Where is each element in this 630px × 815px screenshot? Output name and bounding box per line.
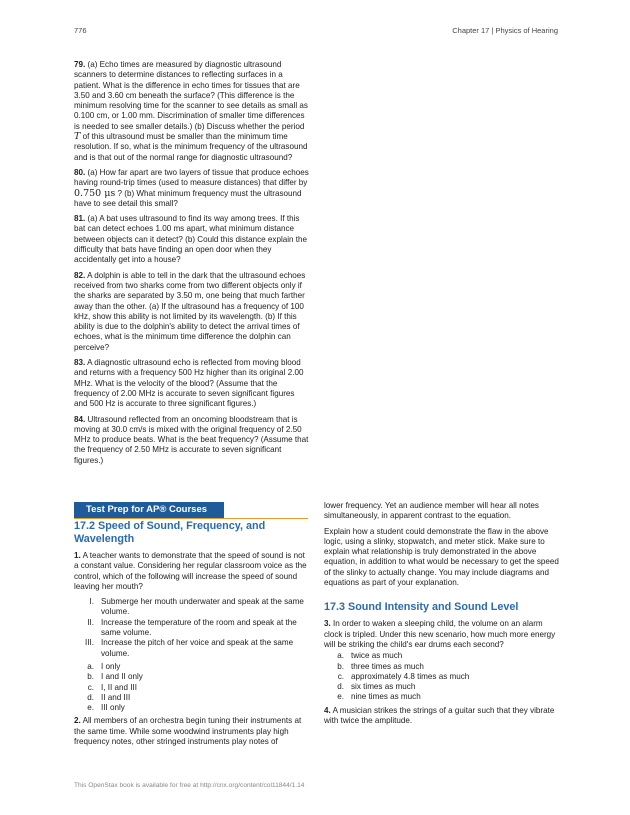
problem-number: 84. [74, 414, 86, 424]
list-item [74, 597, 309, 618]
math-period-symbol: T [74, 131, 81, 143]
list-item [74, 693, 309, 703]
problem-84 [74, 415, 309, 466]
list-item [324, 662, 560, 672]
option-marker: d. [337, 682, 344, 692]
running-head: Chapter 17 | Physics of Hearing [452, 26, 558, 35]
problem-text: ? (b) What minimum frequency must the ultrasound have to see detail this small? [74, 188, 302, 208]
question-2 [74, 716, 309, 747]
list-marker: I. [89, 597, 94, 607]
list-text: Submerge her mouth underwater and speak at the same volume. [101, 597, 304, 617]
problem-80 [74, 168, 309, 209]
problem-number: 79. [74, 60, 86, 69]
option-marker: e. [87, 703, 94, 713]
problem-number: 82. [74, 270, 86, 280]
footer-note: This OpenStax book is available for free at http://cnx.org/content/col11844/1.14 [74, 782, 305, 789]
problem-text: (a) How far apart are two layers of tissue that produce echoes having round-trip times (used to measure distances) that differ by [74, 167, 309, 188]
answer-options [74, 662, 309, 713]
question-number: 2. [74, 716, 81, 726]
option-marker: c. [337, 671, 344, 681]
question-3 [324, 619, 560, 650]
option-text: six times as much [351, 682, 416, 692]
option-text: II and III [101, 692, 131, 702]
question-text: In order to waken a sleeping child, the volume on an alarm clock is tripled. Under this new scenario, how much more energy will be striking the child's ear drums each second? [324, 619, 556, 649]
list-item [74, 683, 309, 693]
option-text: I only [101, 661, 121, 671]
left-column [74, 520, 309, 752]
question-number: 1. [74, 551, 81, 560]
section-heading-17-3: 17.3 Sound Intensity and Sound Level [324, 601, 519, 614]
problem-text: (a) A bat uses ultrasound to find its way among trees. If this bat can detect echoes 1.00 ms apart, what minimum distance between objects can it detect? (b) Could this distance explain the difficulty that bats have finding an open door when they accidentally get into a house? [74, 214, 308, 265]
list-text: Increase the pitch of her voice and speak at the same volume. [101, 638, 294, 658]
list-item [324, 651, 560, 661]
question-4 [324, 706, 560, 727]
problem-number: 80. [74, 167, 86, 177]
option-text: I and II only [101, 672, 143, 682]
problem-text: Ultrasound reflected from an oncoming bloodstream that is moving at 30.0 cm/s is mixed with the original frequency of 2.50 MHz to produce beats. What is the beat frequency? (Assume that the frequency of 2.50 MHz is accurate to seven significant figures.) [74, 414, 309, 465]
option-marker: d. [87, 692, 94, 702]
test-prep-banner-label: Test Prep for AP® Courses [74, 502, 224, 518]
problems-column [74, 60, 309, 471]
list-item [74, 618, 309, 639]
section-heading-17-2: 17.2 Speed of Sound, Frequency, and Wavelength [74, 520, 266, 545]
problem-number: 83. [74, 358, 86, 368]
question-2-paragraph: Explain how a student could demonstrate the flaw in the above logic, using a slinky, stopwatch, and meter stick. Make sure to explain what relationship is truly demonstrated in the above equation, in addition to what would be necessary to get the speed of the slinky to actually change. You may include diagrams and equations as part of your explanation. [324, 526, 559, 588]
list-text: Increase the temperature of the room and speak at the same volume. [101, 617, 297, 638]
option-marker: a. [337, 651, 344, 661]
right-column [324, 501, 560, 731]
question-text: A teacher wants to demonstrate that the speed of sound is not a constant value. Considering her regular classroom voice as the control, which of the following will increase the speed of sound leaving her mouth? [74, 551, 307, 591]
list-item [74, 662, 309, 672]
roman-list [74, 597, 309, 659]
list-item [74, 638, 309, 659]
option-marker: b. [87, 672, 94, 682]
question-text: All members of an orchestra begin tuning their instruments at the same time. While some woodwind instruments play high frequency notes, other stringed instruments play notes of [74, 716, 302, 747]
option-text: approximately 4.8 times as much [351, 671, 470, 681]
option-text: twice as much [351, 651, 403, 661]
problem-text: of this ultrasound must be smaller than the minimum time resolution. If so, what is the minimum frequency of the ultrasound and is that out of the normal range for diagnostic ultrasound? [74, 132, 308, 162]
page-number: 776 [74, 26, 87, 35]
option-marker: c. [87, 682, 94, 692]
problem-81 [74, 214, 309, 265]
option-text: nine times as much [351, 692, 421, 702]
option-marker: e. [337, 692, 344, 702]
option-text: three times as much [351, 661, 424, 671]
test-prep-banner [74, 499, 308, 519]
list-item [324, 692, 560, 702]
question-1 [74, 551, 309, 592]
math-time-value: 0.750 μs [74, 187, 116, 199]
option-marker: b. [337, 661, 344, 671]
problem-text: A dolphin is able to tell in the dark that the ultrasound echoes received from two sharks come from two different objects only if the sharks are separated by 3.50 m, one being that much farther away than the other. (a) If the ultrasound has a frequency of 100 kHz, show this ability is not limited by its wavelength. (b) If this ability is due to the dolphin's ability to detect the arrival times of echoes, what is the minimum time difference the dolphin can perceive? [74, 270, 306, 352]
question-number: 3. [324, 619, 331, 629]
question-2-continued: lower frequency. Yet an audience member will hear all notes simultaneously, in apparent contrast to the equation. [324, 501, 539, 521]
problem-text: (a) Echo times are measured by diagnostic ultrasound scanners to determine distances to reflecting surfaces in a patient. What is the difference in echo times for tissues that are 3.50 and 3.60 cm beneath the surface? (This difference is the minimum resolving time for the scanner to see details as small as 0.100 cm, or 1.00 mm. Discrimination of smaller time differences is needed to see smaller details.) (b) Discuss whether the period [74, 60, 308, 131]
problem-text: A diagnostic ultrasound echo is reflected from moving blood and returns with a frequency 500 Hz higher than its original 2.00 MHz. What is the velocity of the blood? (Assume that the frequency of 2.00 MHz is accurate to seven significant figures and 500 Hz is accurate to three significant figures.) [74, 358, 304, 409]
option-text: III only [101, 703, 125, 713]
list-item [74, 703, 309, 713]
answer-options [324, 651, 560, 702]
option-text: I, II and III [101, 682, 137, 692]
list-marker: II. [87, 617, 94, 627]
list-item [324, 672, 560, 682]
problem-79 [74, 60, 309, 163]
problem-number: 81. [74, 214, 86, 224]
list-marker: III. [85, 638, 94, 648]
problem-82 [74, 271, 309, 353]
list-item [74, 672, 309, 682]
problem-83 [74, 358, 309, 409]
option-marker: a. [87, 661, 94, 671]
question-text: A musician strikes the strings of a guitar such that they vibrate with twice the amplitude. [324, 705, 555, 726]
list-item [324, 682, 560, 692]
question-number: 4. [324, 705, 331, 715]
